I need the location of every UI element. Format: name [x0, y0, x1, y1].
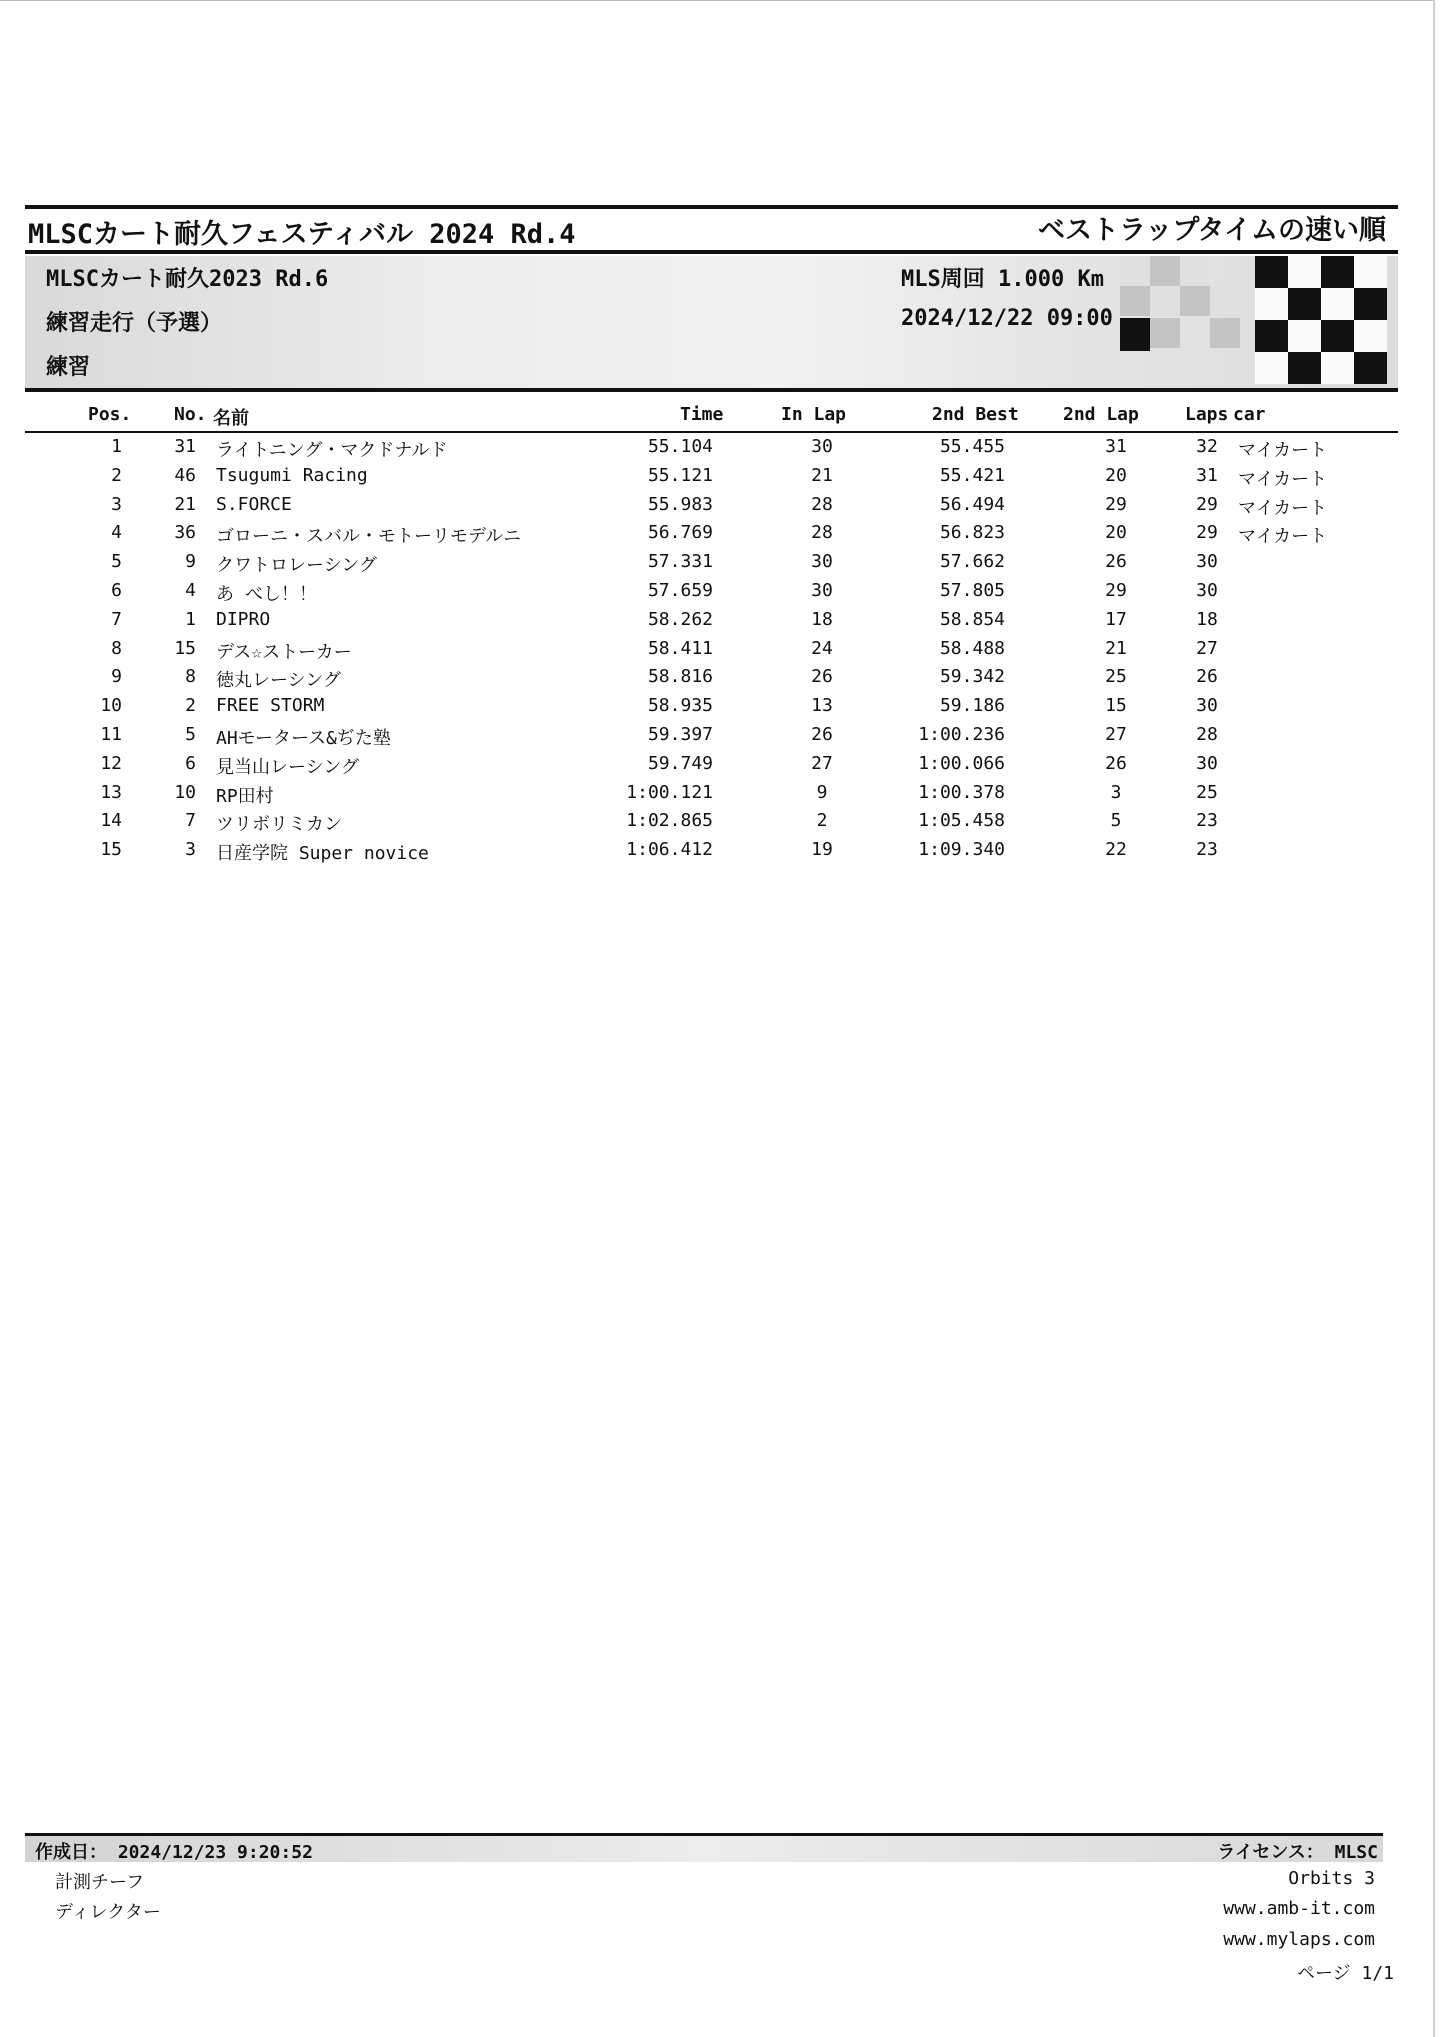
cell-name: S.FORCE — [216, 493, 292, 515]
cell-second-lap: 31 — [1105, 436, 1127, 457]
cell-second-lap: 20 — [1105, 522, 1127, 544]
cell-second-lap: 29 — [1105, 580, 1127, 601]
col-pos-header: Pos. — [88, 404, 132, 425]
sort-order-title: ベストラップタイムの速い順 — [1037, 215, 1386, 246]
page-right-edge — [1433, 0, 1435, 2037]
cell-second-lap: 27 — [1105, 724, 1127, 745]
cell-car: マイカート — [1238, 440, 1328, 461]
cell-pos: 1 — [111, 436, 122, 457]
cell-in-lap: 13 — [811, 695, 833, 717]
cell-time: 58.816 — [647, 666, 713, 688]
table-row — [0, 695, 1440, 724]
race-name: MLSCカート耐久2023 Rd.6 — [46, 267, 329, 292]
col-laps-header: Laps — [1185, 404, 1229, 425]
cell-second-best: 59.342 — [939, 666, 1005, 688]
cell-no: 36 — [174, 522, 196, 544]
cell-name: 日産学院 Super novice — [216, 843, 429, 865]
cell-in-lap: 30 — [811, 436, 833, 457]
session-datetime: 2024/12/22 09:00 — [901, 306, 1113, 331]
cell-second-lap: 26 — [1105, 752, 1127, 774]
cell-laps: 28 — [1196, 724, 1218, 745]
cell-no: 15 — [174, 637, 196, 659]
cell-pos: 8 — [111, 637, 122, 659]
cell-laps: 27 — [1196, 637, 1218, 659]
cell-second-best: 57.805 — [939, 580, 1005, 601]
cell-time: 58.262 — [647, 608, 713, 630]
cell-pos: 9 — [111, 666, 122, 688]
table-row — [0, 522, 1440, 551]
cell-in-lap: 2 — [816, 810, 828, 832]
cell-second-best: 1:00.066 — [918, 752, 1005, 774]
cell-second-lap: 17 — [1105, 608, 1127, 630]
cell-in-lap: 24 — [811, 637, 833, 659]
cell-pos: 15 — [100, 839, 122, 861]
cell-time: 59.397 — [647, 724, 713, 745]
cell-name: 見当山レーシング — [216, 756, 359, 778]
cell-name: ツリボリミカン — [216, 814, 342, 836]
cell-second-lap: 29 — [1105, 493, 1127, 515]
table-row — [0, 580, 1440, 609]
cell-laps: 30 — [1196, 695, 1218, 717]
cell-second-best: 58.488 — [939, 637, 1005, 659]
table-row — [0, 436, 1440, 465]
session-info-band — [25, 256, 1398, 388]
cell-pos: 5 — [111, 551, 122, 573]
cell-pos: 10 — [100, 695, 122, 717]
cell-time: 1:02.865 — [626, 810, 713, 832]
software-label: Orbits 3 — [1288, 1868, 1375, 1889]
table-row — [0, 782, 1440, 811]
col-car-header: car — [1233, 404, 1266, 425]
cell-time: 55.104 — [647, 436, 713, 457]
cell-second-best: 55.421 — [939, 464, 1005, 486]
cell-second-lap: 21 — [1105, 637, 1127, 659]
table-row — [0, 638, 1440, 667]
table-row — [0, 465, 1440, 494]
checkered-flag-graphic — [1120, 256, 1398, 388]
cell-in-lap: 28 — [811, 522, 833, 544]
cell-in-lap: 9 — [816, 781, 828, 803]
event-title: MLSCカート耐久フェスティバル 2024 Rd.4 — [28, 219, 576, 250]
cell-second-best: 59.186 — [939, 695, 1005, 717]
director-label: ディレクター — [55, 1902, 161, 1923]
cell-pos: 14 — [100, 810, 122, 832]
cell-name: デス☆ストーカー — [216, 641, 352, 663]
cell-laps: 23 — [1196, 839, 1218, 861]
cell-no: 10 — [174, 781, 196, 803]
session-name: 練習走行（予選） — [46, 311, 223, 336]
cell-car: マイカート — [1238, 468, 1328, 490]
cell-name: Tsugumi Racing — [216, 464, 368, 486]
cell-second-lap: 15 — [1105, 695, 1127, 717]
cell-no: 3 — [185, 839, 196, 861]
cell-name: ゴローニ・スバル・モトーリモデルニ — [216, 526, 522, 548]
cell-time: 58.935 — [647, 695, 713, 717]
cell-in-lap: 21 — [811, 464, 833, 486]
cell-time: 58.411 — [647, 637, 713, 659]
cell-no: 8 — [185, 666, 196, 688]
cell-time: 55.983 — [647, 493, 713, 515]
cell-in-lap: 18 — [811, 608, 833, 630]
cell-no: 7 — [185, 810, 196, 832]
cell-name: FREE STORM — [216, 695, 325, 717]
cell-in-lap: 19 — [811, 839, 833, 861]
cell-laps: 30 — [1196, 580, 1218, 601]
page-top-edge — [0, 0, 1435, 1]
cell-pos: 12 — [100, 752, 122, 774]
cell-no: 6 — [185, 752, 196, 774]
cell-pos: 2 — [111, 464, 122, 486]
cell-second-best: 56.494 — [939, 493, 1005, 515]
cell-name: DIPRO — [216, 608, 271, 630]
table-row — [0, 551, 1440, 580]
cell-no: 4 — [185, 580, 196, 601]
cell-time: 55.121 — [647, 464, 713, 486]
mylaps-url-link[interactable]: www.mylaps.com — [1223, 1929, 1375, 1950]
cell-laps: 30 — [1196, 551, 1218, 573]
col-2ndlap-header: 2nd Lap — [1063, 404, 1139, 425]
cell-car: マイカート — [1238, 497, 1328, 519]
cell-name: クワトロレーシング — [216, 555, 377, 577]
cell-in-lap: 27 — [811, 752, 833, 774]
created-timestamp: 作成日： 2024/12/23 9:20:52 — [35, 1842, 313, 1863]
cell-second-best: 1:09.340 — [918, 839, 1005, 861]
table-row — [0, 839, 1440, 868]
cell-pos: 7 — [111, 608, 122, 630]
cell-pos: 4 — [111, 522, 122, 544]
cell-time: 1:06.412 — [626, 839, 713, 861]
page-number: ページ 1/1 — [1297, 1963, 1394, 1984]
cell-second-best: 1:05.458 — [918, 810, 1005, 832]
cell-second-best: 58.854 — [939, 608, 1005, 630]
cell-name: 徳丸レーシング — [216, 670, 341, 692]
cell-second-lap: 26 — [1105, 551, 1127, 573]
cell-name: RP田村 — [216, 785, 274, 807]
cell-in-lap: 26 — [811, 666, 833, 688]
cell-time: 59.749 — [647, 752, 713, 774]
col-name-header: 名前 — [213, 408, 249, 429]
license-label: ライセンス： MLSC — [1217, 1842, 1378, 1863]
cell-laps: 31 — [1196, 464, 1218, 486]
cell-time: 57.331 — [647, 551, 713, 573]
col-no-header: No. — [174, 404, 207, 425]
cell-second-lap: 20 — [1105, 464, 1127, 486]
cell-laps: 23 — [1196, 810, 1218, 832]
cell-no: 46 — [174, 464, 196, 486]
cell-second-lap: 25 — [1105, 666, 1127, 688]
cell-second-best: 55.455 — [939, 436, 1005, 457]
cell-no: 31 — [174, 436, 196, 457]
cell-laps: 26 — [1196, 666, 1218, 688]
cell-second-best: 1:00.236 — [918, 724, 1005, 745]
cell-second-lap: 22 — [1105, 839, 1127, 861]
cell-pos: 3 — [111, 493, 122, 515]
header-bottom-rule — [25, 388, 1398, 392]
table-row — [0, 753, 1440, 782]
cell-second-lap: 3 — [1110, 781, 1122, 803]
cell-no: 2 — [185, 695, 196, 717]
header-mid-rule — [25, 250, 1398, 254]
cell-pos: 6 — [111, 580, 122, 601]
col-2ndbest-header: 2nd Best — [932, 404, 1019, 425]
table-row — [0, 494, 1440, 523]
cell-second-best: 1:00.378 — [918, 781, 1005, 803]
cell-name: あ べし！！ — [216, 584, 317, 605]
cell-in-lap: 30 — [811, 580, 833, 601]
cell-laps: 29 — [1196, 522, 1218, 544]
cell-pos: 11 — [100, 724, 122, 745]
cell-pos: 13 — [100, 781, 122, 803]
table-header-rule — [25, 431, 1398, 433]
table-row — [0, 724, 1440, 753]
cell-no: 1 — [185, 608, 196, 630]
cell-no: 5 — [185, 724, 196, 745]
cell-name: AHモータース&ぢた塾 — [216, 728, 391, 749]
col-inlap-header: In Lap — [781, 404, 847, 425]
cell-in-lap: 26 — [811, 724, 833, 745]
cell-no: 21 — [174, 493, 196, 515]
table-row — [0, 810, 1440, 839]
cell-second-best: 56.823 — [939, 522, 1005, 544]
table-row — [0, 609, 1440, 638]
session-type: 練習 — [46, 355, 91, 380]
cell-second-best: 57.662 — [939, 551, 1005, 573]
timing-chief-label: 計測チーフ — [55, 1872, 145, 1893]
cell-time: 1:00.121 — [626, 781, 713, 803]
cell-car: マイカート — [1238, 526, 1328, 548]
cell-laps: 32 — [1196, 436, 1218, 457]
cell-name: ライトニング・マクドナルド — [216, 440, 448, 461]
cell-in-lap: 30 — [811, 551, 833, 573]
amb-url-link[interactable]: www.amb-it.com — [1223, 1898, 1375, 1919]
table-row — [0, 666, 1440, 695]
cell-laps: 30 — [1196, 752, 1218, 774]
cell-time: 57.659 — [647, 580, 713, 601]
col-time-header: Time — [680, 404, 724, 425]
cell-laps: 29 — [1196, 493, 1218, 515]
cell-no: 9 — [185, 551, 196, 573]
cell-in-lap: 28 — [811, 493, 833, 515]
cell-laps: 18 — [1196, 608, 1218, 630]
cell-time: 56.769 — [647, 522, 713, 544]
cell-laps: 25 — [1196, 781, 1218, 803]
circuit-info: MLS周回 1.000 Km — [901, 267, 1104, 292]
cell-second-lap: 5 — [1110, 810, 1122, 832]
